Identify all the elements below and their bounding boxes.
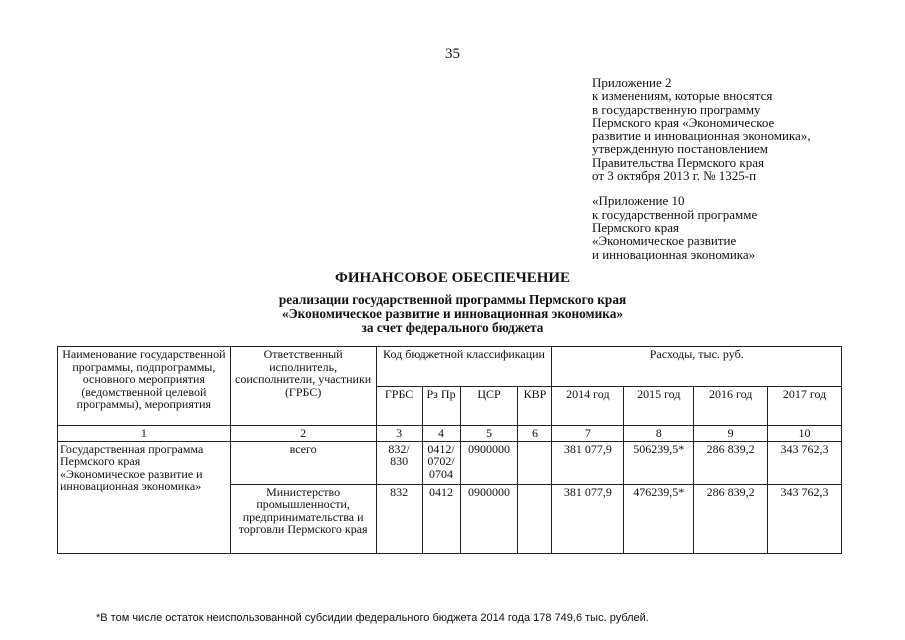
cell-responsible: Министерство промышленности, предпринимательства и торговли Пермского края [230,484,376,553]
appendix-line: к изменениям, которые вносятся [592,88,773,104]
column-number: 7 [552,426,624,442]
footnote: *В том числе остаток неиспользованной субсидии федерального бюджета 2014 года 178 749,6 тыс. рублей. [96,612,649,624]
cell-csr: 0900000 [460,484,518,553]
cell-year-2015: 506239,5* [624,441,694,484]
appendix-note [592,76,811,261]
cell-year-2017: 343 762,3 [768,441,842,484]
column-number: 10 [768,426,842,442]
column-number: 6 [518,426,552,442]
header-budget-code: Код бюджетной классификации [376,347,552,387]
header-rzpr: Рз Пр [422,386,460,426]
header-responsible: Ответственный исполнитель, соисполнители, участники (ГРБС) [230,347,376,426]
column-number: 5 [460,426,518,442]
cell-year-2015: 476239,5* [624,484,694,553]
cell-kvr [518,441,552,484]
financing-table [57,346,842,554]
column-number: 8 [624,426,694,442]
cell-csr: 0900000 [460,441,518,484]
program-name: Государственная программа Пермского края «Экономическое развитие и инновационная экономика» [58,441,231,553]
header-expenses: Расходы, тыс. руб. [552,347,842,387]
appendix-line: развитие и инновационная экономика», [592,128,811,144]
header-kvr: КВР [518,386,552,426]
column-number-row [58,426,842,442]
column-number: 9 [694,426,768,442]
appendix-line: Правительства Пермского края [592,154,764,170]
cell-grbs: 832/ 830 [376,441,422,484]
table-row [58,441,842,484]
column-number: 1 [58,426,231,442]
header-year-2014: 2014 год [552,386,624,426]
column-number: 3 [376,426,422,442]
cell-responsible: всего [230,441,376,484]
cell-kvr [518,484,552,553]
appendix-line: от 3 октября 2013 г. № 1325-п [592,168,757,184]
header-row [58,347,842,387]
header-year-2017: 2017 год [768,386,842,426]
appendix-line: к государственной программе [592,206,758,222]
appendix-line: утвержденную постановлением [592,141,769,157]
header-year-2015: 2015 год [624,386,694,426]
header-year-2016: 2016 год [694,386,768,426]
appendix-line: Пермского края [592,219,679,235]
cell-year-2017: 343 762,3 [768,484,842,553]
cell-year-2014: 381 077,9 [552,441,624,484]
cell-year-2014: 381 077,9 [552,484,624,553]
header-name: Наименование государственной программы, подпрограммы, основного мероприятия (ведомственной целевой программы), мероприятия [58,347,231,426]
document-title [0,270,905,335]
cell-year-2016: 286 839,2 [694,484,768,553]
cell-year-2016: 286 839,2 [694,441,768,484]
page-number: 35 [445,46,460,62]
title-line: реализации государственной программы Пермского края [278,292,627,307]
column-number: 2 [230,426,376,442]
appendix-line: Приложение 2 [592,75,672,90]
header-csr: ЦСР [460,386,518,426]
header-grbs: ГРБС [376,386,422,426]
title-line: «Экономическое развитие и инновационная экономика» [281,306,624,321]
appendix-line: «Экономическое развитие [592,233,737,249]
appendix-line: «Приложение 10 [592,193,685,209]
cell-rzpr: 0412 [422,484,460,553]
appendix-line: и инновационная экономика» [592,246,756,262]
column-number: 4 [422,426,460,442]
cell-rzpr: 0412/ 0702/ 0704 [422,441,460,484]
appendix-line: Пермского края «Экономическое [592,114,775,130]
cell-grbs: 832 [376,484,422,553]
appendix-line: в государственную программу [592,101,761,117]
title-main: ФИНАНСОВОЕ ОБЕСПЕЧЕНИЕ [334,270,571,286]
title-line: за счет федерального бюджета [361,320,544,335]
